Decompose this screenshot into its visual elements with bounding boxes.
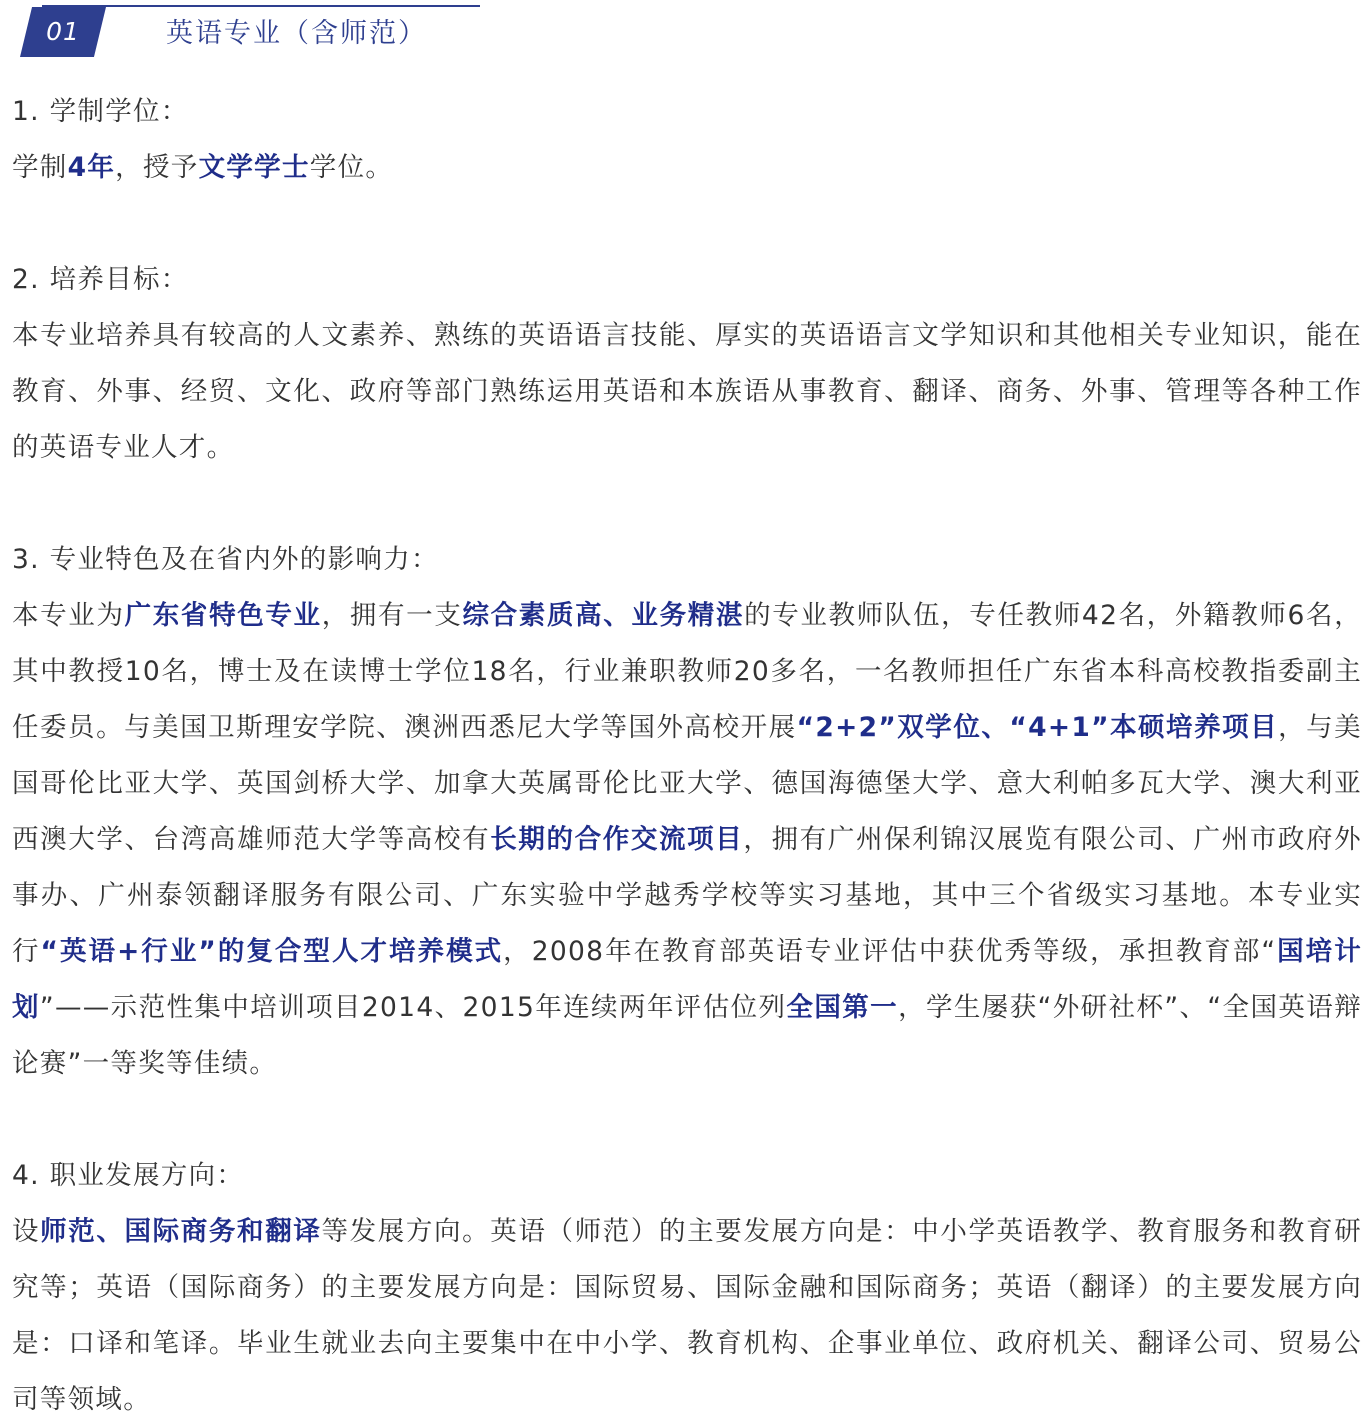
section-header: [0, 0, 480, 64]
text-segment: ，拥有广州保利锦汉展览有限公司、广州市政府外事办、广州泰领翻译服务有限公司、广东实验中学越秀学校等实习基地，其中三个省级实习基地。本专业实行: [12, 824, 1362, 967]
highlight-segment: 文学学士: [198, 152, 310, 183]
highlight-segment: 师范、国际商务和翻译: [40, 1216, 322, 1247]
highlight-segment: 综合素质高、业务精湛: [462, 600, 745, 631]
highlight-segment: 广东省特色专业: [124, 600, 322, 631]
spacer: [12, 476, 1362, 532]
text-segment: ”——示范性集中培训项目2014、2015年连续两年评估位列: [39, 992, 787, 1023]
text-segment: ，学生屡获“外研社杯”、“全国英语辩论赛”一等奖等佳绩。: [12, 992, 1362, 1079]
spacer: [12, 1092, 1362, 1148]
text-segment: 的专业教师队伍，专任教师42名，外籍教师6名，其中教授10名，博士及在读博士学位18名，行业兼职教师20多名，一名教师担任广东省本科高校教指委副主任委员。与美国卫斯理安学院、澳洲西悉尼大学等国外高校开展: [12, 600, 1363, 743]
text-segment: ，授予: [115, 152, 199, 183]
highlight-segment: “2+2”双学位、“4+1”本硕培养项目: [796, 712, 1279, 743]
paragraph-training-objectives: [12, 308, 1362, 476]
highlight-segment: “英语+行业”的复合型人才培养模式: [40, 936, 504, 967]
heading-study-duration: 1. 学制学位：: [12, 96, 189, 127]
text-segment: 本专业为: [12, 600, 125, 631]
text-segment: ，2008年在教育部英语专业评估中获优秀等级，承担教育部“: [503, 936, 1277, 967]
header-rule: [42, 5, 480, 7]
paragraph-major-features: [12, 588, 1362, 1092]
text-segment: 设: [12, 1216, 41, 1247]
spacer: [12, 196, 1362, 252]
text-segment: 本专业培养具有较高的人文素养、熟练的英语语言技能、厚实的英语语言文学知识和其他相关专业知识，能在教育、外事、经贸、文化、政府等部门熟练运用英语和本族语从事教育、翻译、商务、外事、管理等各种工作的英语专业人才。: [12, 320, 1362, 463]
heading-major-features: 3. 专业特色及在省内外的影响力：: [12, 544, 439, 575]
paragraph-career-direction: [12, 1204, 1362, 1428]
text-segment: 学制: [12, 152, 68, 183]
section-number: 01: [46, 17, 80, 46]
highlight-segment: 国培计划: [12, 936, 1363, 1023]
text-segment: ，与美国哥伦比亚大学、英国剑桥大学、加拿大英属哥伦比亚大学、德国海德堡大学、意大利帕多瓦大学、澳大利亚西澳大学、台湾高雄师范大学等高校有: [12, 712, 1362, 855]
text-segment: 等发展方向。英语（师范）的主要发展方向是：中小学英语教学、教育服务和教育研究等；英语（国际商务）的主要发展方向是：国际贸易、国际金融和国际商务；英语（翻译）的主要发展方向是：口译和笔译。毕业生就业去向主要集中在中小学、教育机构、企事业单位、政府机关、翻译公司、贸易公司等领域。: [12, 1216, 1362, 1415]
text-segment: ，拥有一支: [321, 600, 463, 631]
heading-training-objectives: 2. 培养目标：: [12, 264, 189, 295]
paragraph-study-duration: [12, 140, 1362, 196]
highlight-segment: 全国第一: [786, 992, 899, 1023]
highlight-segment: 4年: [67, 152, 116, 183]
article-body: [12, 84, 1362, 1428]
section-title: 英语专业（含师范）: [166, 18, 427, 49]
text-segment: 学位。: [309, 152, 394, 183]
highlight-segment: 长期的合作交流项目: [490, 824, 744, 855]
heading-career-direction: 4. 职业发展方向：: [12, 1160, 245, 1191]
